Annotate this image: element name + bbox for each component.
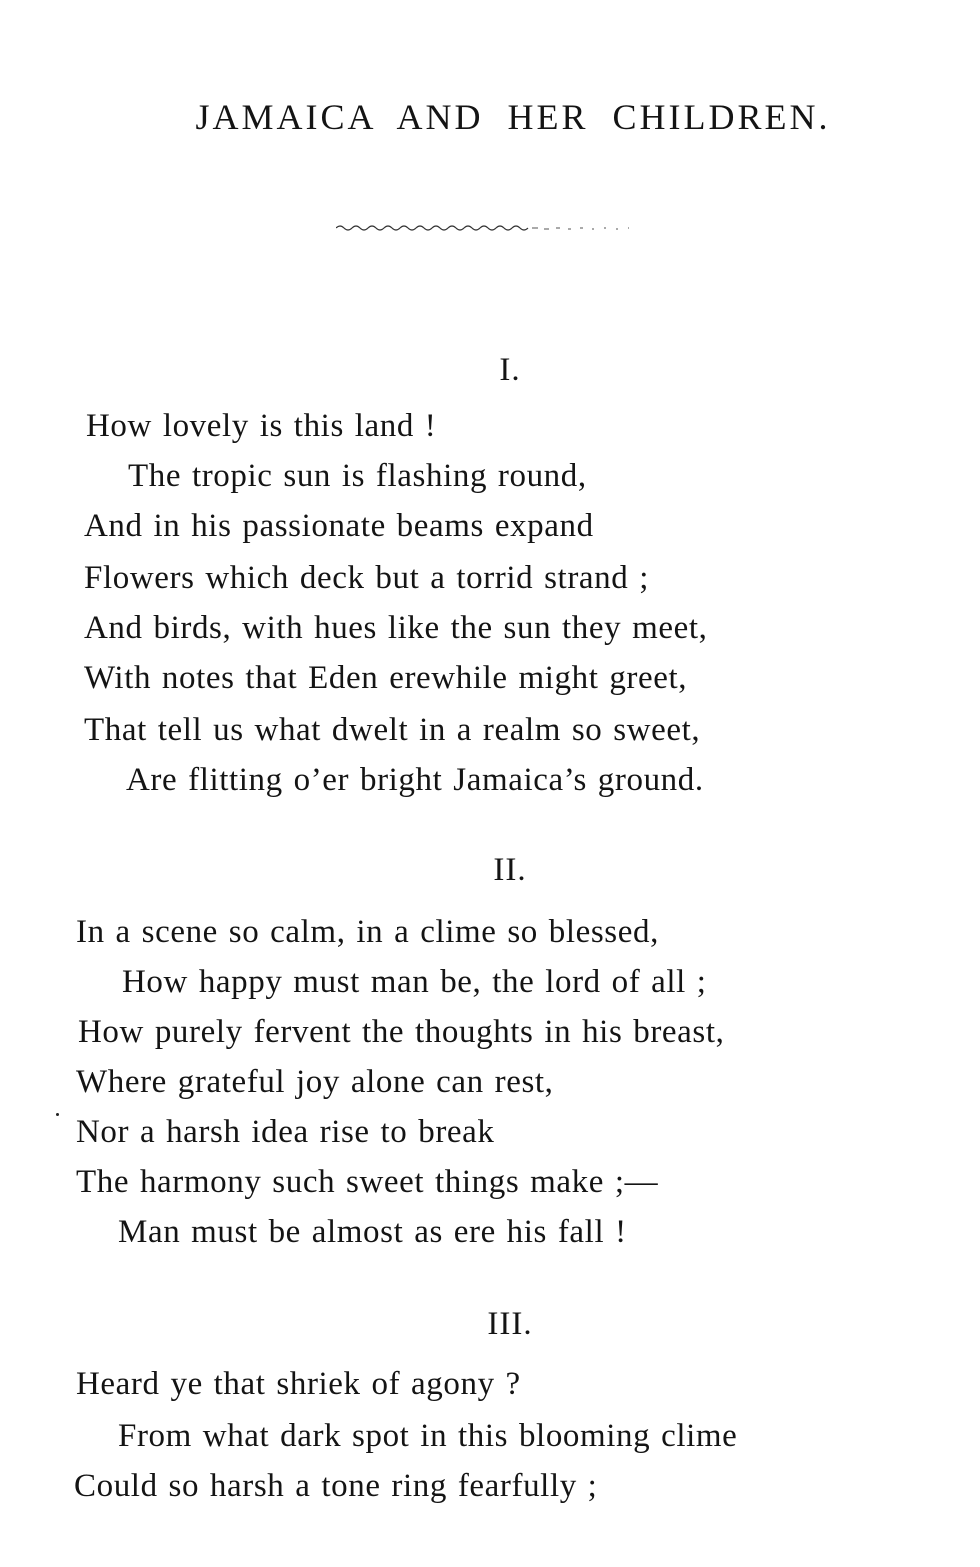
poem-line: How purely fervent the thoughts in his breast, xyxy=(78,1014,725,1050)
stanza-numeral: II. xyxy=(493,852,527,888)
poem-line: The harmony such sweet things make ;— xyxy=(76,1164,659,1200)
poem-line: Man must be almost as ere his fall ! xyxy=(118,1214,627,1250)
poem-line: And birds, with hues like the sun they meet, xyxy=(84,610,708,646)
poem-line: With notes that Eden erewhile might greet, xyxy=(84,660,688,696)
poem-line: Flowers which deck but a torrid strand ; xyxy=(84,560,649,596)
print-speck xyxy=(56,1113,59,1116)
poem-line: Nor a harsh idea rise to break xyxy=(76,1114,495,1150)
poem-line: How happy must man be, the lord of all ; xyxy=(122,964,707,1000)
stanza-numeral: III. xyxy=(487,1306,533,1342)
stanza-numeral: I. xyxy=(499,352,521,388)
decorative-rule xyxy=(336,222,636,234)
poem-line: In a scene so calm, in a clime so blessed, xyxy=(76,914,659,950)
poem-line: Heard ye that shriek of agony ? xyxy=(76,1366,521,1402)
poem-title: JAMAICA AND HER CHILDREN. xyxy=(195,97,831,138)
poem-line: Are flitting o’er bright Jamaica’s ground. xyxy=(126,762,704,798)
poem-line: Where grateful joy alone can rest, xyxy=(76,1064,554,1100)
poem-line: How lovely is this land ! xyxy=(86,408,437,444)
poem-line: And in his passionate beams expand xyxy=(84,508,594,544)
poem-line: From what dark spot in this blooming clime xyxy=(118,1418,738,1454)
poem-line: Could so harsh a tone ring fearfully ; xyxy=(74,1468,598,1504)
poem-line: The tropic sun is flashing round, xyxy=(128,458,587,494)
poem-line: That tell us what dwelt in a realm so sweet, xyxy=(84,712,701,748)
